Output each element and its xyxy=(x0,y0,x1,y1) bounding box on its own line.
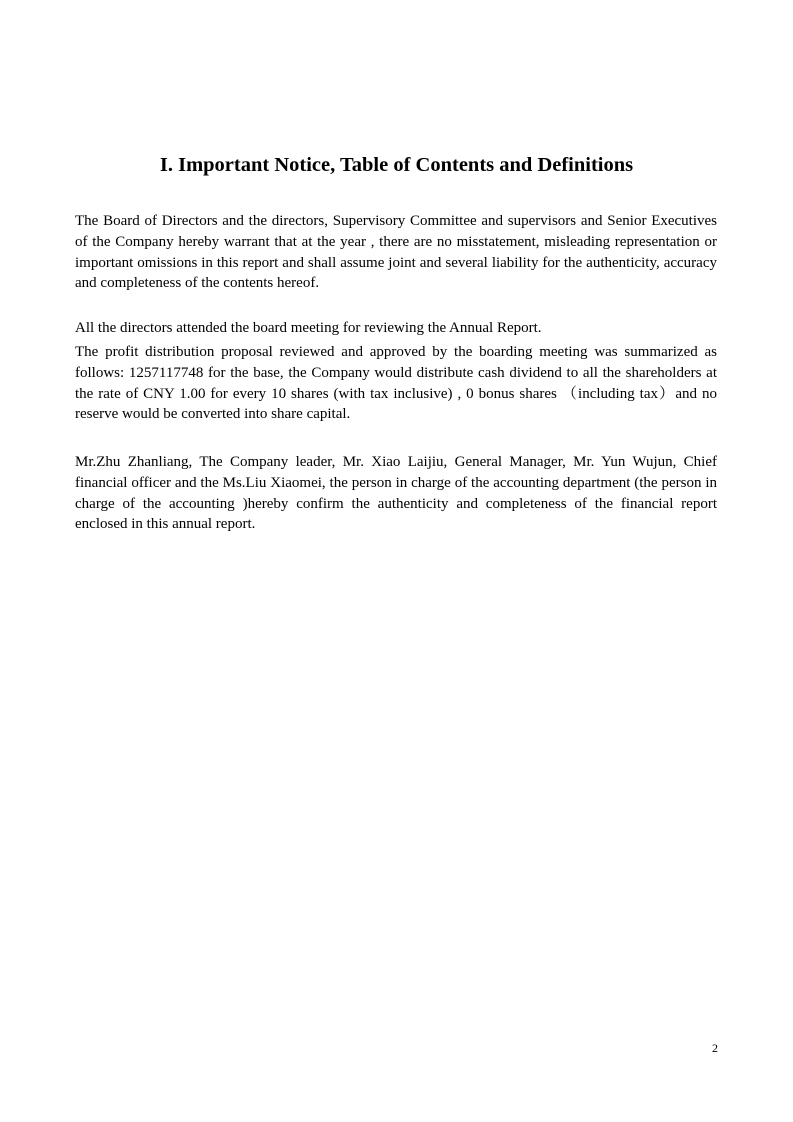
warranty-paragraph: The Board of Directors and the directors, Supervisory Committee and supervisors and Senior Executives of the Company hereby warrant that at the year , there are no misstatement, misleading representation or important omissions in this report and shall assume joint and several liability for the authenticity, accuracy and completeness of the contents hereof. xyxy=(75,213,717,292)
profit-distribution-paragraph: The profit distribution proposal reviewed and approved by the boarding meeting was summarized as follows: 1257117748 for the base, the Company would distribute cash dividend to all the shareholders at the rate of CNY 1.00 for every 10 shares (with tax inclusive) , 0 bonus shares （including tax）and no reserve would be converted into share capital. xyxy=(75,344,717,423)
financial-report-confirmation-paragraph: Mr.Zhu Zhanliang, The Company leader, Mr. Xiao Laijiu, General Manager, Mr. Yun Wujun, Chief financial officer and the Ms.Liu Xiaomei, the person in charge of the accounting department (the person in charge of the accounting )hereby confirm the authenticity and completeness of the financial report enclosed in this annual report. xyxy=(75,454,717,533)
board-attendance-paragraph: All the directors attended the board meeting for reviewing the Annual Report. xyxy=(75,320,542,336)
section-title: I. Important Notice, Table of Contents and Definitions xyxy=(159,154,634,176)
page-number: 2 xyxy=(712,1041,718,1055)
